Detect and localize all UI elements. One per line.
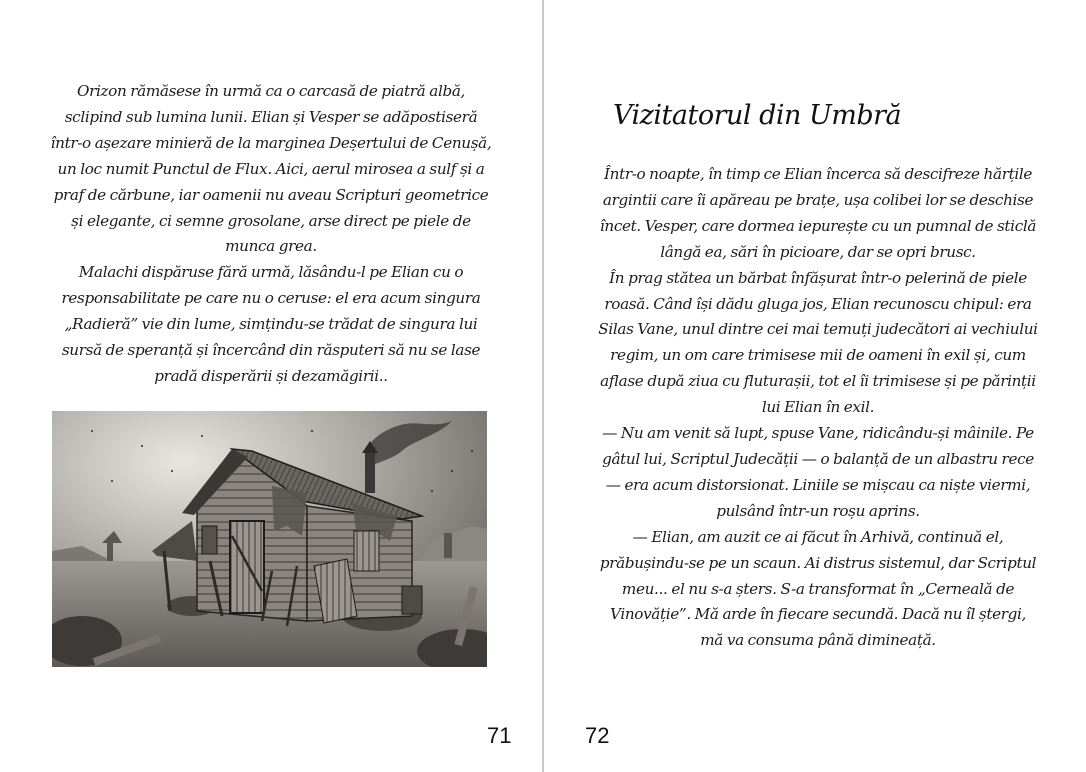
left-page-body (48, 79, 494, 390)
chapter-title: Vizitatorul din Umbră (613, 100, 902, 131)
paragraph: Malachi dispăruse fără urmă, lăsându-l pe Elian cu o responsabilitate pe care nu o ceruse: el era acum singura „Radieră” vie din lume, simțindu-se trădat de singura lui sursă de speranță și încercând din răsputeri să nu se lase pradă disperării și dezamăgirii.. (61, 263, 481, 385)
paragraph: Într-o noapte, în timp ce Elian încerca să descifreze hărțile argintii care îi apăreau pe brațe, ușa colibei lor se deschise încet. Vesper, care dormea iepurește cu un pumnal de sticlă lângă ea, sări în picioare, dar se opri brusc. (599, 165, 1037, 261)
page-number-right: 72 (585, 723, 610, 748)
paragraph: În prag stătea un bărbat înfășurat într-o pelerină de piele roasă. Când își dădu gluga jos, Elian recunoscu chipul: era Silas Vane, unul dintre cei mai temuți judecători ai vechiului regim, un om care trimisese mii de oameni în exil și, cum aflase după ziua cu fluturașii, tot el îi trimisese și pe părinții lui Elian în exil. (598, 268, 1038, 417)
page-gutter-divider (542, 0, 544, 772)
paragraph: — Nu am venit să lupt, spuse Vane, ridicându-și mâinile. Pe gâtul lui, Scriptul Judecății — o balanță de un albastru rece — era acum distorsionat. Liniile se mișcau ca niște viermi, pulsând într-un roșu aprins. (602, 424, 1034, 520)
page-number-left: 71 (487, 723, 512, 748)
shack-illustration (52, 411, 487, 667)
shack-sketch-icon (52, 411, 487, 667)
paragraph: — Elian, am auzit ce ai făcut în Arhivă, continuă el, prăbușindu-se pe un scaun. Ai distrus sistemul, dar Scriptul meu... el nu s-a șters. S-a transformat în „Cerneală de Vinovăție”. Mă arde în fiecare secundă. Dacă nu îl ștergi, mă va consuma până dimineață. (599, 527, 1037, 650)
right-page (545, 0, 1086, 772)
right-page-body (597, 162, 1039, 654)
paragraph: Orizon rămăsese în urmă ca o carcasă de piatră albă, sclipind sub lumina lunii. Elian și Vesper se adăpostiseră într-o așezare minieră de la marginea Deșertului de Cenușă, un loc numit Punctul de Flux. Aici, aerul mirosea a sulf și a praf de cărbune, iar oamenii nu aveau Scripturi geometrice și elegante, ci semne grosolane, arse direct pe piele de munca grea. (50, 82, 492, 256)
